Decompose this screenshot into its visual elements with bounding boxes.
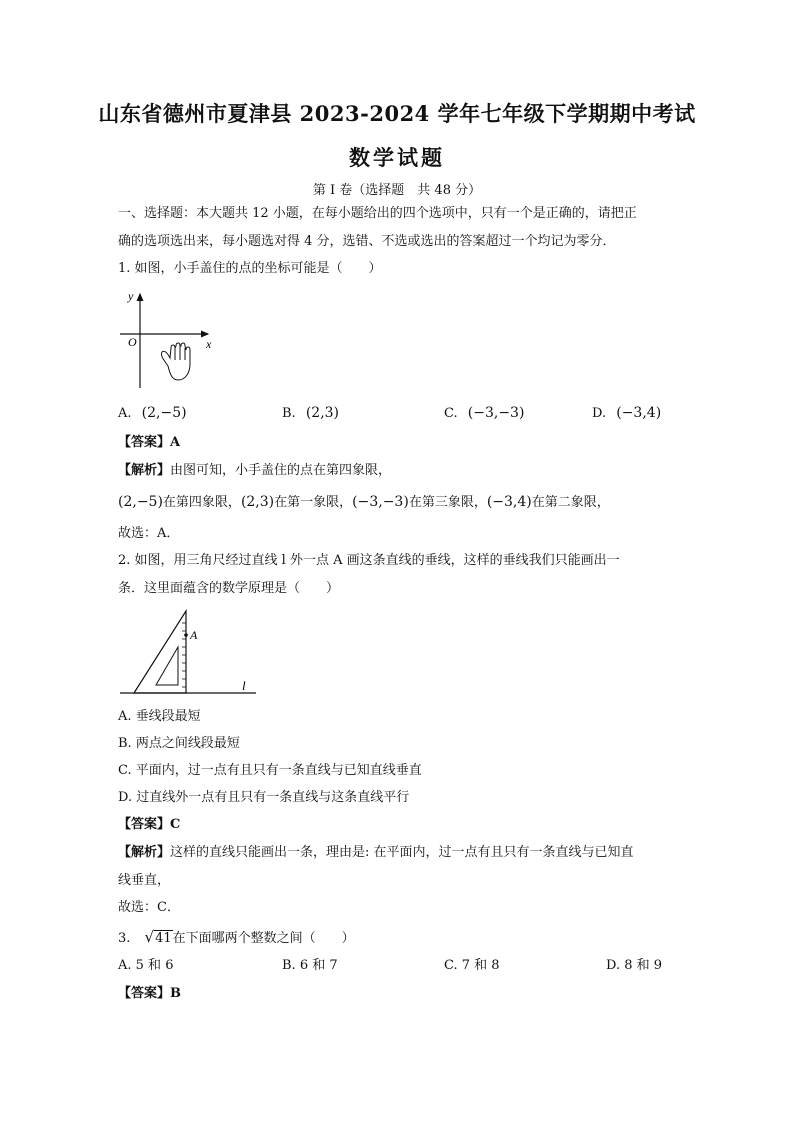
document-title: 山东省德州市夏津县 2023-2024 学年七年级下学期期中考试: [98, 101, 696, 126]
instructions-line-1: 一、选择题：本大题共 12 小题，在每小题给出的四个选项中，只有一个是正确的，请把正: [118, 206, 637, 221]
q3-option-c: C. 7 和 8: [444, 958, 500, 973]
q1-conclusion: 故选：A．: [118, 526, 180, 541]
q2-stem-line-1: 2. 如图，用三角尺经过直线 l 外一点 A 画这条直线的垂线，这样的垂线我们只能画出一: [118, 553, 620, 568]
q2-option-d: D. 过直线外一点有且只有一条直线与这条直线平行: [118, 790, 410, 805]
q2-triangle-ruler-figure: [116, 605, 266, 700]
q1-quadrant-1: 在第四象限，: [162, 495, 241, 510]
q3-answer: 【答案】B: [118, 986, 181, 1001]
x-axis-label: x: [206, 337, 212, 351]
q1-option-b-value: (2,3): [305, 405, 340, 421]
q1-option-a: [118, 403, 187, 424]
q1-option-a-label: A.: [118, 406, 132, 421]
q2-option-a: A. 垂线段最短: [118, 709, 201, 724]
sqrt-expression: [145, 927, 173, 949]
document-subtitle: 数学试题: [349, 145, 445, 170]
hand-icon: [161, 343, 190, 380]
sqrt-sign-icon: √: [144, 928, 155, 946]
q2-option-c: C. 平面内，过一点有且只有一条直线与已知直线垂直: [118, 763, 422, 778]
q2-analysis-line-1: [118, 843, 634, 863]
y-axis-label: y: [128, 289, 134, 303]
q1-point-1: (2,−5): [118, 494, 163, 510]
q1-point-2: (2,3): [240, 494, 275, 510]
q1-analysis-line-1: [118, 461, 391, 481]
q1-option-c-label: C.: [444, 406, 458, 421]
q1-option-c: [444, 403, 524, 424]
q1-option-d: [592, 403, 661, 424]
q1-analysis-text: 由图可知，小手盖住的点在第四象限，: [170, 463, 392, 478]
q1-option-c-value: (−3,−3): [467, 405, 525, 421]
q2-stem-line-2: 条．这里面蕴含的数学原理是（ ）: [118, 581, 340, 596]
q1-coordinate-figure: [116, 284, 226, 396]
q2-option-b: B. 两点之间线段最短: [118, 736, 240, 751]
q3-option-a: A. 5 和 6: [118, 958, 174, 973]
q1-point-4: (−3,4): [486, 494, 532, 510]
q1-quadrant-4: 在第二象限，: [531, 495, 610, 510]
ruler-ticks: [182, 623, 186, 687]
q1-quadrant-3: 在第三象限，: [408, 495, 487, 510]
q3-radicand: 41: [155, 931, 172, 946]
q3-stem-text: 在下面哪两个整数之间（ ）: [172, 931, 355, 946]
q3-option-b: B. 6 和 7: [282, 958, 338, 973]
q1-option-d-label: D.: [592, 406, 607, 421]
q2-analysis-line-2: 线垂直，: [118, 873, 171, 888]
origin-label: O: [128, 335, 137, 349]
q2-conclusion: 故选：C．: [118, 900, 180, 915]
q1-option-b-label: B.: [282, 406, 296, 421]
q1-analysis-line-2: [118, 492, 610, 513]
q1-point-3: (−3,−3): [352, 494, 409, 510]
q1-option-a-value: (2,−5): [141, 405, 187, 421]
q3-stem: [118, 927, 355, 949]
q2-analysis-text: 这样的直线只能画出一条，理由是: 在平面内，过一点有且只有一条直线与已知直: [170, 845, 634, 860]
q1-answer: 【答案】A: [118, 435, 181, 450]
q2-answer: 【答案】C: [118, 817, 181, 832]
line-l-label: l: [242, 678, 246, 693]
q2-analysis-tag: 【解析】: [118, 845, 171, 860]
section-heading: 第 I 卷（选择题 共 48 分）: [312, 183, 482, 198]
point-a: [184, 633, 188, 637]
q1-option-b: [282, 403, 339, 424]
q1-stem: 1. 如图，小手盖住的点的坐标可能是（ ）: [118, 261, 382, 276]
q3-number: 3.: [118, 931, 131, 946]
q1-quadrant-2: 在第一象限，: [274, 495, 353, 510]
q1-option-d-value: (−3,4): [616, 405, 662, 421]
q1-analysis-tag: 【解析】: [118, 463, 171, 478]
instructions-line-2: 确的选项选出来，每小题选对得 4 分，选错、不选或选出的答案超过一个均记为零分．: [118, 234, 616, 249]
point-a-label: A: [190, 628, 198, 642]
q3-option-d: D. 8 和 9: [606, 958, 663, 973]
